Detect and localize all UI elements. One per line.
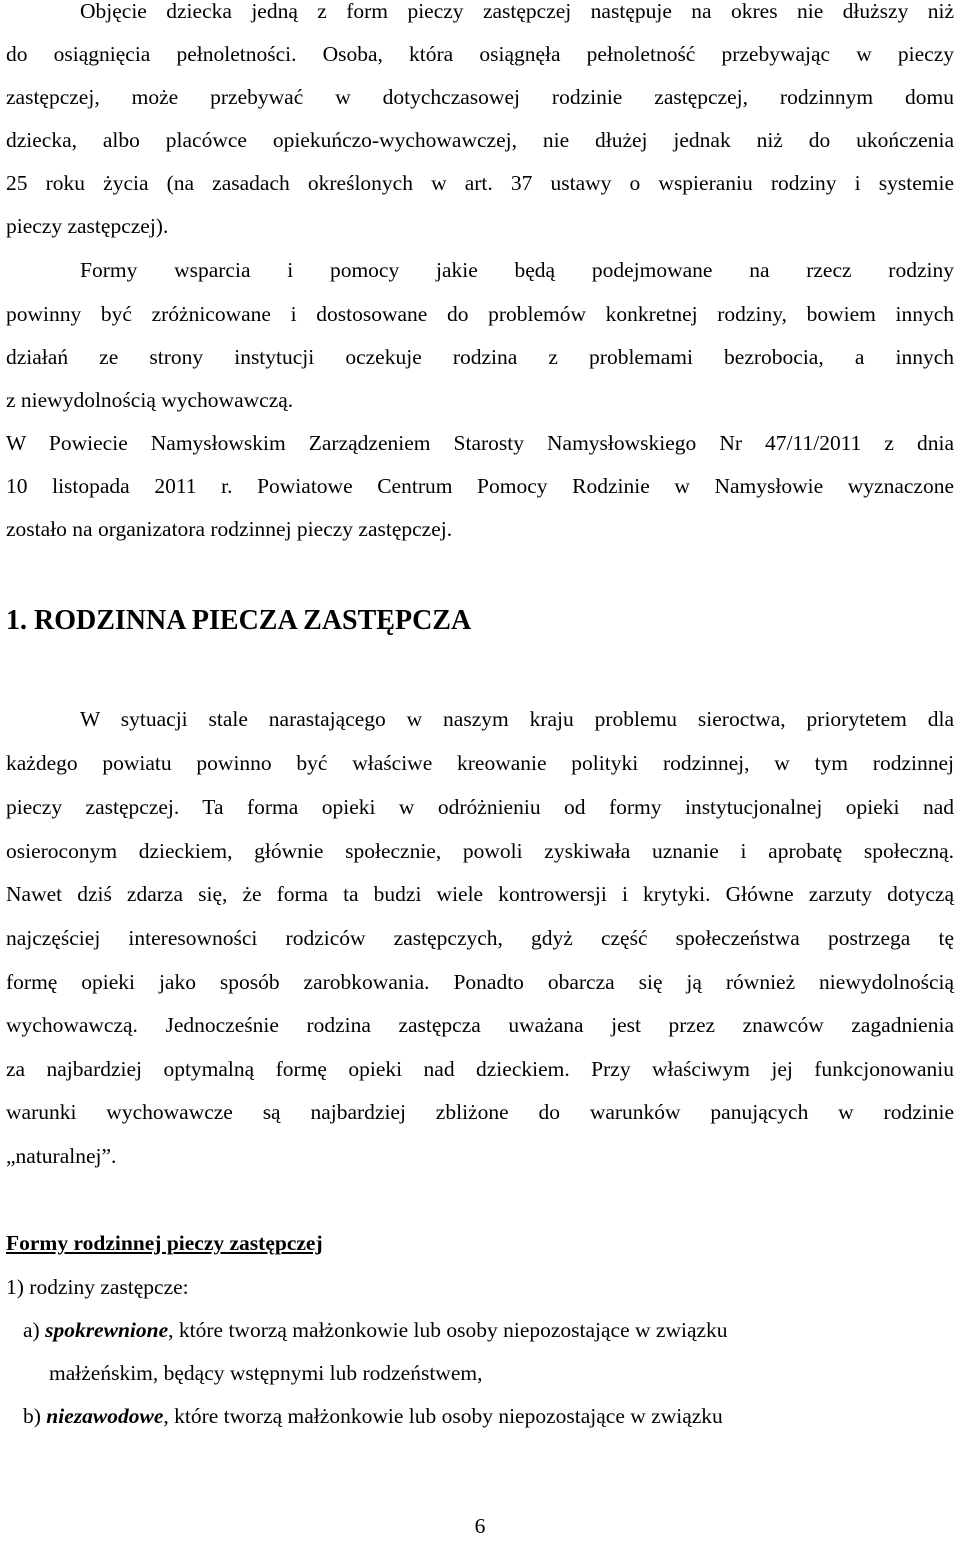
term-niezawodowe: niezawodowe <box>46 1404 164 1428</box>
paragraph-line: W sytuacji stale narastającego w naszym kraju problemu sieroctwa, priorytetem dla <box>80 707 954 731</box>
list-item: 1) rodziny zastępcze: <box>6 1275 189 1299</box>
paragraph-line: zastępczej, może przebywać w dotychczasowej rodzinie zastępczej, rodzinnym domu <box>6 85 954 109</box>
paragraph-line: Objęcie dziecka jedną z form pieczy zastępczej następuje na okres nie dłuższy niż <box>80 0 954 23</box>
paragraph-line: 25 roku życia (na zasadach określonych w art. 37 ustawy o wspieraniu rodziny i systemie <box>6 171 954 195</box>
section-heading: 1. RODZINNA PIECZA ZASTĘPCZA <box>6 605 472 636</box>
list-item-text: , które tworzą małżonkowie lub osoby niepozostające w związku <box>168 1318 728 1342</box>
paragraph-line: za najbardziej optymalną formę opieki nad dzieckiem. Przy właściwym jej funkcjonowaniu <box>6 1057 954 1081</box>
paragraph-line: wychowawczą. Jednocześnie rodzina zastępcza uważana jest przez znawców zagadnienia <box>6 1013 954 1037</box>
list-subitem-b <box>23 1401 954 1431</box>
paragraph-line: „naturalnej”. <box>6 1144 117 1168</box>
subsection-heading-text: Formy rodzinnej pieczy zastępczej <box>6 1231 323 1255</box>
paragraph-line: każdego powiatu powinno być właściwe kreowanie polityki rodzinnej, w tym rodzinnej <box>6 751 954 775</box>
paragraph-line: najczęściej interesowności rodziców zastępczych, gdyż część społeczeństwa postrzega tę <box>6 926 954 950</box>
paragraph-line: zostało na organizatora rodzinnej pieczy zastępczej. <box>6 517 453 541</box>
subsection-heading <box>6 1228 954 1258</box>
term-spokrewnione: spokrewnione <box>45 1318 169 1342</box>
paragraph-line: do osiągnięcia pełnoletności. Osoba, która osiągnęła pełnoletność przebywając w pieczy <box>6 42 954 66</box>
paragraph-line: z niewydolnością wychowawczą. <box>6 388 294 412</box>
list-marker: a) <box>23 1318 46 1342</box>
paragraph-line: formę opieki jako sposób zarobkowania. Ponadto obarcza się ją również niewydolnością <box>6 970 954 994</box>
paragraph-line: osieroconym dzieckiem, głównie społecznie, powoli zyskiwała uznanie i aprobatę społeczną. <box>6 839 954 863</box>
paragraph-line: warunki wychowawcze są najbardziej zbliżone do warunków panujących w rodzinie <box>6 1100 954 1124</box>
paragraph-line: działań ze strony instytucji oczekuje rodzina z problemami bezrobocia, a innych <box>6 345 954 369</box>
list-subitem-a <box>23 1315 954 1345</box>
document-page <box>6 0 954 1537</box>
paragraph-line: W Powiecie Namysłowskim Zarządzeniem Starosty Namysłowskiego Nr 47/11/2011 z dnia <box>6 431 954 455</box>
list-subitem-a-continuation: małżeńskim, będący wstępnymi lub rodzeństwem, <box>49 1361 483 1385</box>
paragraph-line: 10 listopada 2011 r. Powiatowe Centrum Pomocy Rodzinie w Namysłowie wyznaczone <box>6 474 954 498</box>
paragraph-line: pieczy zastępczej). <box>6 214 169 238</box>
paragraph-line: dziecka, albo placówce opiekuńczo-wychowawczej, nie dłużej jednak niż do ukończenia <box>6 128 954 152</box>
paragraph-line: Formy wsparcia i pomocy jakie będą podejmowane na rzecz rodziny <box>80 258 954 282</box>
page-number: 6 <box>474 1514 486 1538</box>
paragraph-line: Nawet dziś zdarza się, że forma ta budzi wiele kontrowersji i krytyki. Główne zarzuty dotyczą <box>6 882 954 906</box>
list-marker: b) <box>23 1404 47 1428</box>
list-item-text: , które tworzą małżonkowie lub osoby niepozostające w związku <box>163 1404 723 1428</box>
paragraph-line: powinny być zróżnicowane i dostosowane do problemów konkretnej rodziny, bowiem innych <box>6 302 954 326</box>
paragraph-line: pieczy zastępczej. Ta forma opieki w odróżnieniu od formy instytucjonalnej opieki nad <box>6 795 954 819</box>
